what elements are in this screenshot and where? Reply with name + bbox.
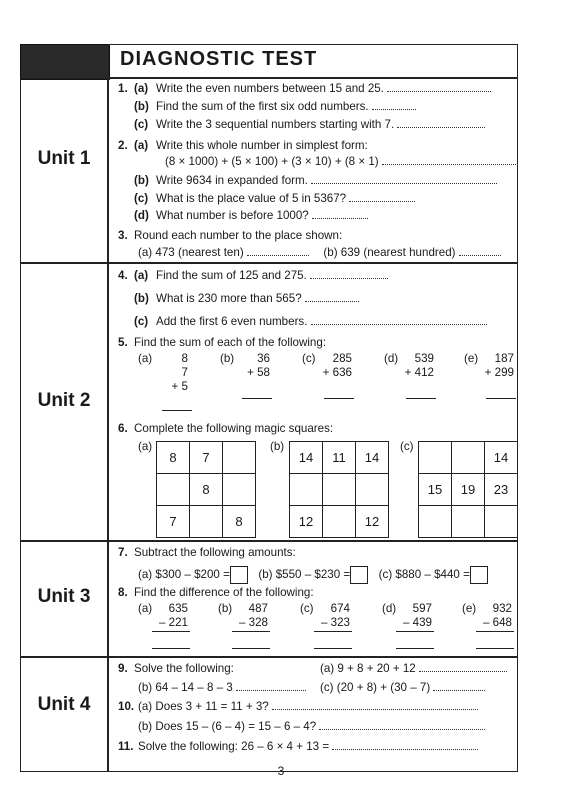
answer-line[interactable] — [459, 246, 501, 256]
magic-square-cell: 12 — [290, 506, 323, 538]
magic-square-cell: 19 — [452, 474, 485, 506]
answer-box[interactable] — [230, 566, 248, 584]
magic-square-c — [418, 441, 518, 538]
answer-line[interactable] — [162, 410, 192, 411]
unit-label: Unit 1 — [37, 148, 91, 169]
unit-divider — [20, 540, 518, 542]
question-4c: (c) Add the first 6 even numbers. — [134, 315, 487, 328]
question-2b: (b) Write 9634 in expanded form. — [134, 174, 497, 187]
answer-line[interactable] — [433, 681, 485, 691]
answer-line[interactable] — [406, 398, 436, 399]
answer-line[interactable] — [396, 648, 434, 649]
answer-line[interactable] — [272, 700, 478, 710]
question-8: 8. Find the difference of the following: — [118, 586, 314, 599]
magic-square-cell: 8 — [157, 442, 190, 474]
magic-square-cell: 8 — [223, 506, 256, 538]
magic-square-cell[interactable] — [485, 506, 518, 538]
magic-square-cell[interactable] — [419, 506, 452, 538]
question-2a-expression: (8 × 1000) + (5 × 100) + (3 × 10) + (8 × 1) — [165, 155, 518, 168]
answer-line[interactable] — [324, 398, 354, 399]
question-2c: (c) What is the place value of 5 in 5367? — [134, 192, 415, 205]
unit-divider — [20, 262, 518, 264]
question-1a: 1. (a) Write the even numbers between 15 and 25. — [118, 82, 491, 95]
question-9b: (b) 64 – 14 – 8 – 3 — [138, 681, 306, 694]
subtraction-rule — [152, 631, 190, 632]
magic-square-cell[interactable] — [419, 442, 452, 474]
question-2d: (d) What number is before 1000? — [134, 209, 368, 222]
magic-square-cell: 15 — [419, 474, 452, 506]
answer-line[interactable] — [319, 720, 485, 730]
magic-square-cell: 7 — [157, 506, 190, 538]
question-7: 7. Subtract the following amounts: — [118, 546, 296, 559]
magic-square-cell: 23 — [485, 474, 518, 506]
answer-line[interactable] — [419, 662, 507, 672]
magic-square-cell[interactable] — [356, 474, 389, 506]
unit-label: Unit 3 — [37, 586, 91, 607]
answer-line[interactable] — [476, 648, 514, 649]
magic-square-label: (c) — [400, 440, 414, 453]
magic-square-cell[interactable] — [323, 506, 356, 538]
magic-square-cell[interactable] — [452, 506, 485, 538]
answer-line[interactable] — [152, 648, 190, 649]
magic-square-cell: 8 — [190, 474, 223, 506]
answer-line[interactable] — [242, 398, 272, 399]
answer-line[interactable] — [332, 740, 478, 750]
magic-square-label: (a) — [138, 440, 153, 453]
question-6: 6. Complete the following magic squares: — [118, 422, 334, 435]
magic-square-cell: 12 — [356, 506, 389, 538]
page-number: 3 — [277, 764, 285, 778]
unit-column-divider — [107, 78, 109, 772]
question-1c: (c) Write the 3 sequential numbers starting with 7. — [134, 118, 485, 131]
magic-square-cell[interactable] — [223, 474, 256, 506]
magic-square-cell[interactable] — [190, 506, 223, 538]
question-3-parts: (a) 473 (nearest ten) (b) 639 (nearest hundred) — [138, 246, 501, 259]
question-7-parts: (a) $300 – $200 = (b) $550 – $230 = (c) $880 – $440 = — [138, 566, 488, 584]
question-9c: (c) (20 + 8) + (30 – 7) — [320, 681, 485, 694]
question-11: 11. Solve the following: 26 – 6 × 4 + 13 = — [118, 740, 478, 753]
answer-line[interactable] — [311, 174, 497, 184]
answer-line[interactable] — [312, 209, 368, 219]
magic-square-cell[interactable] — [452, 442, 485, 474]
question-3: 3. Round each number to the place shown: — [118, 229, 343, 242]
question-4a: 4. (a) Find the sum of 125 and 275. — [118, 269, 388, 282]
answer-line[interactable] — [486, 398, 516, 399]
answer-line[interactable] — [382, 155, 518, 165]
subtraction-rule — [232, 631, 270, 632]
unit-divider — [20, 656, 518, 658]
question-9: 9. Solve the following: — [118, 662, 234, 675]
answer-line[interactable] — [311, 315, 487, 325]
answer-line[interactable] — [236, 681, 306, 691]
page-title: DIAGNOSTIC TEST — [120, 48, 318, 70]
question-5: 5. Find the sum of each of the following: — [118, 336, 327, 349]
answer-line[interactable] — [397, 118, 485, 128]
answer-line[interactable] — [247, 246, 309, 256]
question-4b: (b) What is 230 more than 565? — [134, 292, 359, 305]
title-bar-shade — [20, 44, 110, 80]
magic-square-label: (b) — [270, 440, 285, 453]
answer-line[interactable] — [349, 192, 415, 202]
unit-label: Unit 2 — [37, 390, 91, 411]
answer-line[interactable] — [310, 269, 388, 279]
magic-square-cell: 14 — [356, 442, 389, 474]
question-9a: (a) 9 + 8 + 20 + 12 — [320, 662, 507, 675]
question-10a: 10. (a) Does 3 + 11 = 11 + 3? — [118, 700, 478, 713]
question-2a: 2. (a) Write this whole number in simplest form: — [118, 139, 368, 152]
magic-square-cell[interactable] — [323, 474, 356, 506]
answer-line[interactable] — [314, 648, 352, 649]
answer-box[interactable] — [350, 566, 368, 584]
unit-label: Unit 4 — [37, 694, 91, 715]
magic-square-cell: 11 — [323, 442, 356, 474]
answer-line[interactable] — [387, 82, 491, 92]
magic-square-a — [156, 441, 256, 538]
magic-square-b — [289, 441, 389, 538]
subtraction-rule — [396, 631, 434, 632]
magic-square-cell[interactable] — [290, 474, 323, 506]
question-1b: (b) Find the sum of the first six odd numbers. — [134, 100, 416, 113]
answer-line[interactable] — [232, 648, 270, 649]
answer-box[interactable] — [470, 566, 488, 584]
magic-square-cell[interactable] — [223, 442, 256, 474]
magic-square-cell: 14 — [485, 442, 518, 474]
magic-square-cell[interactable] — [157, 474, 190, 506]
answer-line[interactable] — [372, 100, 416, 110]
question-10b: (b) Does 15 – (6 – 4) = 15 – 6 – 4? — [138, 720, 485, 733]
subtraction-rule — [314, 631, 352, 632]
answer-line[interactable] — [305, 292, 359, 302]
subtraction-rule — [476, 631, 514, 632]
magic-square-cell: 14 — [290, 442, 323, 474]
magic-square-cell: 7 — [190, 442, 223, 474]
